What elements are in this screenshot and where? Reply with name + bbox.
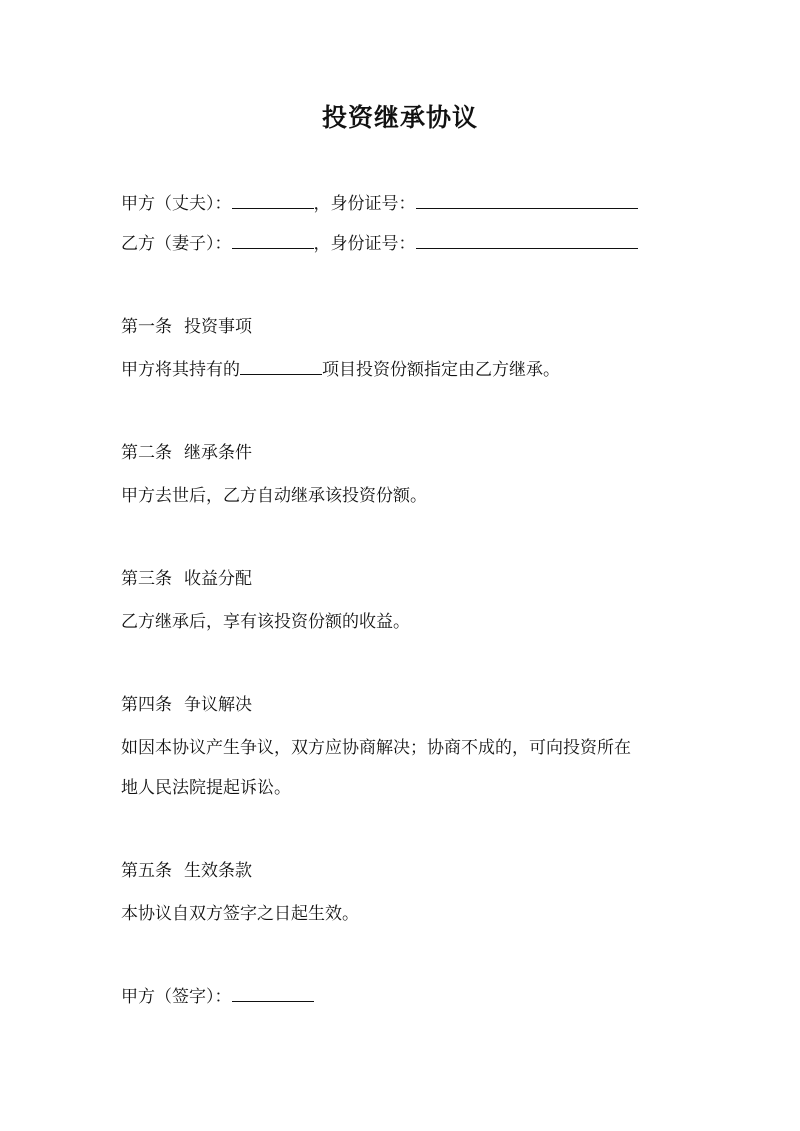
article-5-heading bbox=[121, 857, 252, 885]
signature-blank[interactable] bbox=[232, 983, 314, 1002]
project-name-blank[interactable] bbox=[240, 356, 322, 375]
party-a-label: 甲方（丈夫）： bbox=[121, 194, 232, 214]
article-2-title: 继承条件 bbox=[184, 443, 252, 463]
party-b-id-blank[interactable] bbox=[416, 230, 638, 249]
article-5-body: 本协议自双方签字之日起生效。 bbox=[121, 904, 359, 924]
article-1-text-before: 甲方将其持有的 bbox=[121, 360, 240, 380]
party-b-label: 乙方（妻子）： bbox=[121, 234, 232, 254]
party-a-name-blank[interactable] bbox=[232, 190, 314, 209]
article-2-heading bbox=[121, 439, 252, 467]
article-3-heading bbox=[121, 565, 252, 593]
party-b-id-label: ，身份证号： bbox=[313, 234, 416, 254]
article-4-title: 争议解决 bbox=[184, 695, 252, 715]
article-5-number: 第五条 bbox=[121, 861, 172, 881]
article-5-title: 生效条款 bbox=[184, 861, 252, 881]
article-2-number: 第二条 bbox=[121, 443, 172, 463]
article-1-number: 第一条 bbox=[121, 317, 172, 337]
signature-line bbox=[121, 983, 314, 1011]
article-1-title: 投资事项 bbox=[184, 317, 252, 337]
party-b-line bbox=[121, 230, 638, 258]
article-3-body: 乙方继承后，享有该投资份额的收益。 bbox=[121, 612, 410, 632]
article-4-body-line-1: 如因本协议产生争议，双方应协商解决；协商不成的，可向投资所在 bbox=[121, 738, 631, 758]
article-4-heading bbox=[121, 691, 252, 719]
article-4-number: 第四条 bbox=[121, 695, 172, 715]
party-b-name-blank[interactable] bbox=[232, 230, 314, 249]
article-4-body-line-2: 地人民法院提起诉讼。 bbox=[121, 778, 291, 798]
article-2-body: 甲方去世后，乙方自动继承该投资份额。 bbox=[121, 486, 427, 506]
party-a-id-blank[interactable] bbox=[416, 190, 638, 209]
party-a-id-label: ，身份证号： bbox=[313, 194, 416, 214]
party-a-line bbox=[121, 190, 638, 218]
article-3-title: 收益分配 bbox=[184, 569, 252, 589]
article-1-body bbox=[121, 356, 560, 384]
article-1-text-after: 项目投资份额指定由乙方继承。 bbox=[322, 360, 560, 380]
article-3-number: 第三条 bbox=[121, 569, 172, 589]
document-title: 投资继承协议 bbox=[321, 103, 478, 132]
signature-label: 甲方（签字）： bbox=[121, 987, 232, 1007]
article-1-heading bbox=[121, 313, 252, 341]
